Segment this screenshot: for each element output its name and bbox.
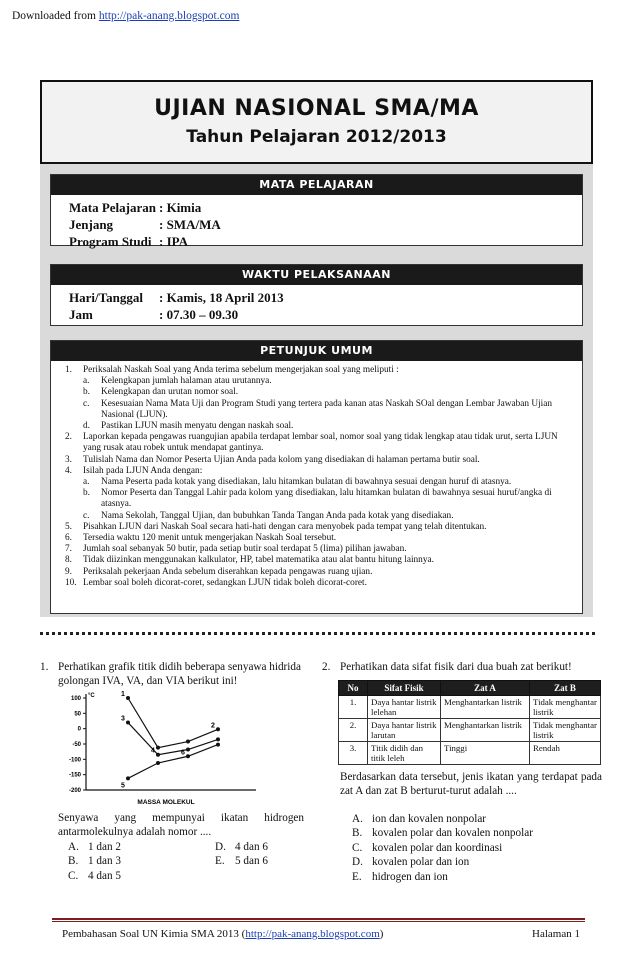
point-label: 2 — [211, 722, 215, 730]
subitem-letter: a. — [83, 477, 90, 488]
instruction-text: Tulislah Nama dan Nomor Peserta Ujian Anda pada kolom yang disediakan di halaman pertama butir soal. — [83, 454, 480, 465]
option-letter: A. — [352, 813, 363, 825]
q2-option-a[interactable] — [352, 812, 602, 826]
col-zat-b: Zat B — [530, 681, 601, 696]
instruction-item — [65, 555, 572, 566]
y-tick-label: 50 — [74, 711, 81, 718]
subitem-text: Nama Peserta pada kotak yang disediakan, lalu hitamkan bulatan di bawahnya sesuai dengan huruf di atasnya. — [101, 477, 512, 488]
option-letter: B. — [68, 855, 79, 868]
data-point — [216, 737, 220, 741]
subitem-letter: b. — [83, 488, 90, 499]
instruction-item — [65, 365, 572, 376]
instruction-text: Isilah pada LJUN Anda dengan: — [83, 465, 203, 476]
instruction-subitem — [65, 399, 572, 421]
table-row — [339, 719, 601, 742]
instruction-text: Jumlah soal sebanyak 50 butir, pada setiap butir soal terdapat 5 (lima) pilihan jawaban. — [83, 544, 407, 555]
instruction-subitem — [65, 387, 572, 398]
date-row — [69, 289, 582, 306]
footer-link[interactable]: http://pak-anang.blogspot.com — [245, 928, 380, 940]
q1-options-left — [68, 840, 188, 883]
option-letter: A. — [68, 841, 79, 853]
cell-no: 1. — [339, 696, 368, 719]
option-text: kovalen polar dan kovalen nonpolar — [372, 827, 533, 840]
option-letter: D. — [215, 841, 226, 853]
level-key: Jenjang — [69, 217, 114, 232]
y-axis-unit: °C — [88, 693, 95, 699]
subitem-letter: b. — [83, 387, 90, 398]
table-header-row — [339, 681, 601, 696]
option-text: kovalen polar dan ion — [372, 856, 470, 869]
page-number: Halaman 1 — [532, 928, 580, 940]
instruction-number: 7. — [65, 544, 72, 555]
data-point — [126, 721, 130, 725]
col-sifat-fisik: Sifat Fisik — [368, 681, 441, 696]
q2-question: Berdasarkan data tersebut, jenis ikatan yang terdapat pada zat A dan zat B berturut-turut adalah .... — [340, 771, 602, 797]
instruction-item — [65, 522, 572, 533]
cell-sifat: Titik didih dan titik leleh — [368, 742, 441, 765]
q1-option-a[interactable] — [68, 840, 188, 854]
cell-zat-b: Tidak menghantar listrik — [530, 719, 601, 742]
option-letter: E. — [352, 870, 362, 883]
option-text: 4 dan 5 — [88, 869, 121, 882]
point-label: 6 — [181, 749, 185, 757]
q2-option-b[interactable] — [352, 826, 602, 840]
instruction-subitem — [65, 488, 572, 510]
option-letter: C. — [352, 841, 363, 854]
subitem-text: Kelengkapan dan urutan nomor soal. — [101, 387, 239, 398]
data-point — [186, 754, 190, 758]
subject-section — [50, 174, 583, 249]
point-label: 5 — [121, 782, 125, 790]
instruction-number: 8. — [65, 555, 72, 566]
footer-rule-thin — [52, 921, 585, 922]
schedule-heading: WAKTU PELAKSANAAN — [51, 265, 582, 285]
subitem-letter: d. — [83, 421, 90, 432]
q2-option-c[interactable] — [352, 841, 602, 855]
instruction-number: 2. — [65, 432, 72, 443]
subitem-text: Pastikan LJUN masih menyatu dengan naskah soal. — [101, 421, 294, 432]
q2-stem-text: Perhatikan data sifat fisik dari dua buah zat berikut! — [340, 661, 572, 673]
subject-row — [69, 199, 582, 216]
q1-option-d[interactable] — [215, 840, 305, 854]
cell-sifat: Daya hantar listrik lelehan — [368, 696, 441, 719]
data-point — [126, 776, 130, 780]
option-letter: D. — [352, 856, 363, 869]
instruction-subitem — [65, 421, 572, 432]
footer-rule — [52, 918, 585, 920]
option-text: 1 dan 3 — [88, 855, 121, 868]
instruction-item — [65, 567, 572, 578]
q1-stem-text: Perhatikan grafik titik didih beberapa senyawa hidrida golongan IVA, VA, dan VIA berikut ini! — [58, 661, 301, 687]
instruction-item — [65, 466, 572, 477]
cell-zat-b: Tidak menghantar listrik — [530, 696, 601, 719]
subject-value: : Kimia — [159, 200, 202, 215]
data-point — [186, 748, 190, 752]
subitem-text: Kelengkapan jumlah halaman atau urutannya. — [101, 376, 272, 387]
q1-option-b[interactable] — [68, 854, 188, 868]
table-row — [339, 742, 601, 765]
instruction-subitem — [65, 477, 572, 488]
program-value: : IPA — [159, 234, 189, 249]
data-point — [156, 753, 160, 757]
program-key: Program Studi — [69, 234, 152, 249]
time-key: Jam — [69, 307, 93, 322]
y-tick-label: -50 — [72, 742, 81, 748]
y-tick-label: -100 — [68, 757, 81, 764]
instruction-number: 5. — [65, 521, 72, 532]
option-text: 5 dan 6 — [235, 855, 268, 868]
boiling-point-chart — [56, 690, 268, 806]
exam-year: Tahun Pelajaran 2012/2013 — [186, 127, 447, 147]
cell-zat-a: Menghantarkan listrik — [441, 719, 530, 742]
cell-sifat: Daya hantar listrik larutan — [368, 719, 441, 742]
option-text: 1 dan 2 — [88, 841, 121, 853]
y-tick-label: -150 — [68, 772, 81, 779]
option-letter: E. — [215, 855, 225, 868]
subitem-letter: a. — [83, 376, 90, 387]
schedule-details — [51, 285, 582, 323]
x-axis-label: MASSA MOLEKUL — [137, 799, 195, 806]
option-text: 4 dan 6 — [235, 841, 268, 853]
col-no: No — [339, 681, 368, 696]
subject-key: Mata Pelajaran — [69, 200, 157, 215]
data-point — [156, 746, 160, 750]
chart-points — [126, 696, 220, 780]
y-tick-label: -200 — [68, 788, 81, 794]
instructions-section — [50, 340, 583, 614]
q1-option-e[interactable] — [215, 854, 305, 868]
data-point — [216, 743, 220, 747]
subitem-text: Nomor Peserta dan Tanggal Lahir pada kolom yang disediakan, lalu hitamkan bulatan di bawahnya sesuai huruf/angka di atasnya. — [101, 488, 552, 510]
dotted-divider — [40, 632, 595, 635]
series-line-1 — [128, 698, 218, 748]
footer-prefix: Pembahasan Soal UN Kimia SMA 2013 ( — [62, 928, 246, 940]
time-value: : 07.30 – 09.30 — [159, 307, 239, 322]
instruction-item — [65, 533, 572, 544]
time-row — [69, 306, 582, 323]
option-text: hidrogen dan ion — [372, 870, 448, 883]
point-label: 4 — [151, 747, 155, 755]
level-value: : SMA/MA — [159, 217, 221, 232]
subitem-letter: c. — [83, 398, 90, 409]
point-label: 3 — [121, 715, 125, 723]
instruction-subitem — [65, 511, 572, 522]
q2-options — [352, 812, 602, 884]
subitem-text: Nama Sekolah, Tanggal Ujian, dan bubuhkan Tanda Tangan Anda pada kotak yang disediakan. — [101, 510, 454, 521]
q1-options-right — [215, 840, 305, 869]
instruction-number: 10. — [65, 577, 77, 588]
instruction-text: Laporkan kepada pengawas ruangujian apabila terdapat lembar soal, nomor soal yang tidak lengkap atau tidak urut, serta LJUN yang rusak atau robek untuk mendapat gantinya. — [83, 432, 558, 454]
instruction-number: 3. — [65, 454, 72, 465]
instruction-number: 6. — [65, 533, 72, 544]
exam-banner — [40, 80, 593, 164]
footer-suffix: ) — [379, 928, 384, 940]
program-row — [69, 233, 582, 250]
y-tick-label: 0 — [77, 726, 81, 733]
level-row — [69, 216, 582, 233]
instruction-text: Tidak diizinkan menggunakan kalkulator, HP, tabel matematika atau alat bantu hitung lainnya. — [83, 555, 434, 566]
instructions-list — [51, 361, 582, 589]
option-text: ion dan kovalen nonpolar — [372, 813, 487, 825]
cell-zat-a: Menghantarkan listrik — [441, 696, 530, 719]
q1-option-c[interactable] — [68, 869, 188, 883]
instruction-number: 9. — [65, 566, 72, 577]
instruction-item — [65, 578, 572, 589]
y-tick-label: 100 — [70, 696, 81, 702]
data-point — [216, 727, 220, 731]
instruction-number: 4. — [65, 465, 72, 476]
cell-no: 3. — [339, 742, 368, 765]
table-row — [339, 696, 601, 719]
data-point — [156, 761, 160, 765]
cell-no: 2. — [339, 719, 368, 742]
physical-properties-table — [338, 680, 601, 765]
subject-details — [51, 195, 582, 250]
instruction-text: Pisahkan LJUN dari Naskah Soal secara hati-hati dengan cara menyobek pada tempat yang telah ditentukan. — [83, 521, 487, 532]
download-source — [12, 10, 239, 22]
subject-heading: MATA PELAJARAN — [51, 175, 582, 195]
col-zat-a: Zat A — [441, 681, 530, 696]
instruction-text: Periksalah Naskah Soal yang Anda terima sebelum mengerjakan soal yang meliputi : — [83, 365, 399, 375]
q2-number: 2. — [322, 661, 331, 673]
date-value: : Kamis, 18 April 2013 — [159, 290, 284, 305]
chart-lines — [128, 698, 218, 778]
q2-option-e[interactable] — [352, 870, 602, 884]
schedule-section — [50, 264, 583, 326]
series-line-3 — [128, 745, 218, 779]
instruction-number: 1. — [65, 365, 72, 375]
instruction-item — [65, 544, 572, 555]
footer-source — [62, 928, 383, 940]
instructions-heading: PETUNJUK UMUM — [51, 341, 582, 361]
option-letter: B. — [352, 827, 363, 840]
download-prefix: Downloaded from — [12, 10, 99, 22]
point-label: 1 — [121, 691, 125, 698]
cell-zat-a: Tinggi — [441, 742, 530, 765]
date-key: Hari/Tanggal — [69, 290, 143, 305]
exam-title: UJIAN NASIONAL SMA/MA — [154, 96, 479, 121]
q1-question: Senyawa yang mempunyai ikatan hidrogen antarmolekulnya adalah nomor .... — [58, 812, 304, 838]
option-text: kovalen polar dan koordinasi — [372, 841, 503, 854]
page-footer — [62, 928, 580, 940]
chart-axes — [69, 693, 256, 806]
instruction-item — [65, 432, 572, 454]
instruction-item — [65, 455, 572, 466]
q2-option-d[interactable] — [352, 855, 602, 869]
data-point — [126, 696, 130, 700]
instruction-subitem — [65, 376, 572, 387]
subitem-letter: c. — [83, 510, 90, 521]
option-letter: C. — [68, 869, 79, 882]
data-point — [186, 740, 190, 744]
instruction-text: Tersedia waktu 120 menit untuk mengerjakan Naskah Soal tersebut. — [83, 533, 337, 544]
q1-stem — [40, 660, 308, 688]
instruction-text: Lembar soal boleh dicorat-coret, sedangkan LJUN tidak boleh dicorat-coret. — [83, 577, 367, 588]
download-link[interactable]: http://pak-anang.blogspot.com — [98, 10, 240, 22]
q2-stem — [322, 660, 602, 674]
q1-number: 1. — [40, 661, 49, 673]
subitem-text: Kesesuaian Nama Mata Uji dan Program Studi yang tertera pada kanan atas Naskah SOal dengan Lembar Jawaban Ujian Nasional (LJUN). — [101, 398, 553, 420]
cell-zat-b: Rendah — [530, 742, 601, 765]
instruction-text: Periksalah pekerjaan Anda sebelum diserahkan kepada pengawas ruang ujian. — [83, 566, 373, 577]
